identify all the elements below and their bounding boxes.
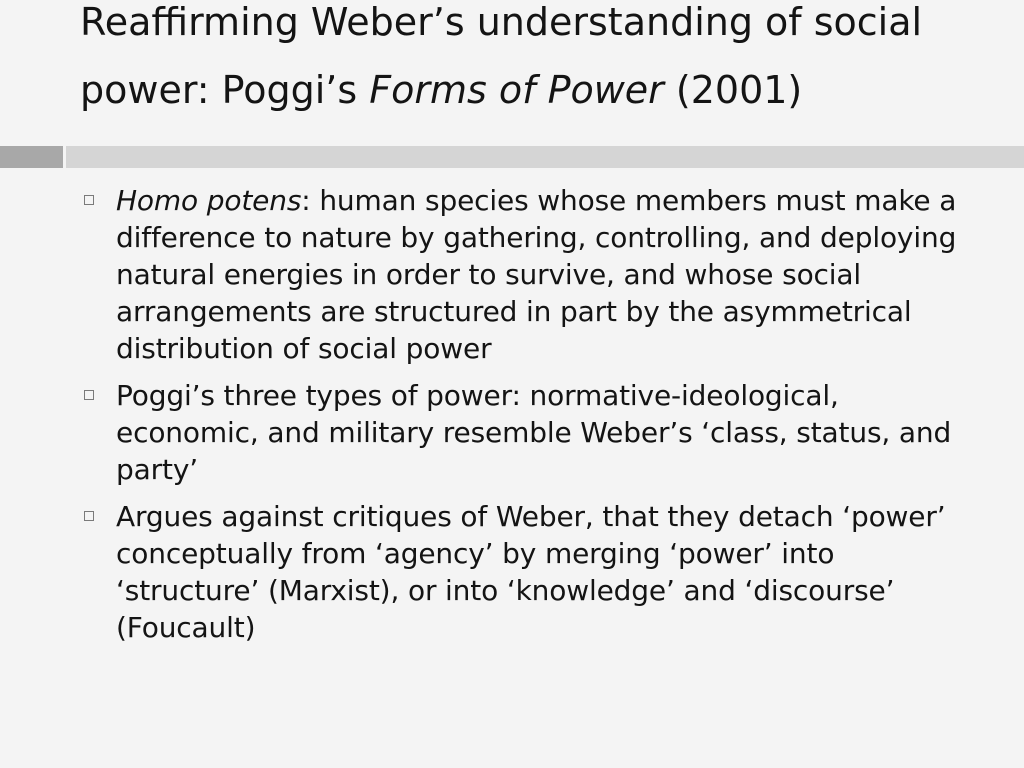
bullet-item-three-types <box>80 377 980 488</box>
bullet-item-argues <box>80 498 980 646</box>
square-bullet-icon <box>84 390 94 400</box>
bullet-list <box>80 182 980 656</box>
title-italic-text: Forms of Power <box>369 68 664 112</box>
title-separator-left <box>0 146 63 168</box>
slide-title <box>80 0 1000 124</box>
square-bullet-icon <box>84 511 94 521</box>
square-bullet-icon <box>84 195 94 205</box>
title-separator-right <box>66 146 1024 168</box>
bullet-text: : human species whose members must make a difference to nature by gathering, controlling, and deploying natural energies in order to survive, and whose social arrangements are structured in part by the asymmetrical distribution of social power <box>116 184 957 365</box>
bullet-text: Argues against critiques of Weber, that they detach ‘power’ conceptually from ‘agency’ by merging ‘power’ into ‘structure’ (Marxist), or into ‘knowledge’ and ‘discourse’ (Foucault) <box>116 500 946 644</box>
title-main-text: Reaffirming Weber’s understanding of social power: Poggi’s <box>80 0 923 112</box>
bullet-item-homo-potens <box>80 182 980 367</box>
title-year-text: (2001) <box>663 68 803 112</box>
bullet-term: Homo potens <box>116 184 302 217</box>
bullet-text: Poggi’s three types of power: normative-ideological, economic, and military resemble Weber’s ‘class, status, and party’ <box>116 379 952 486</box>
